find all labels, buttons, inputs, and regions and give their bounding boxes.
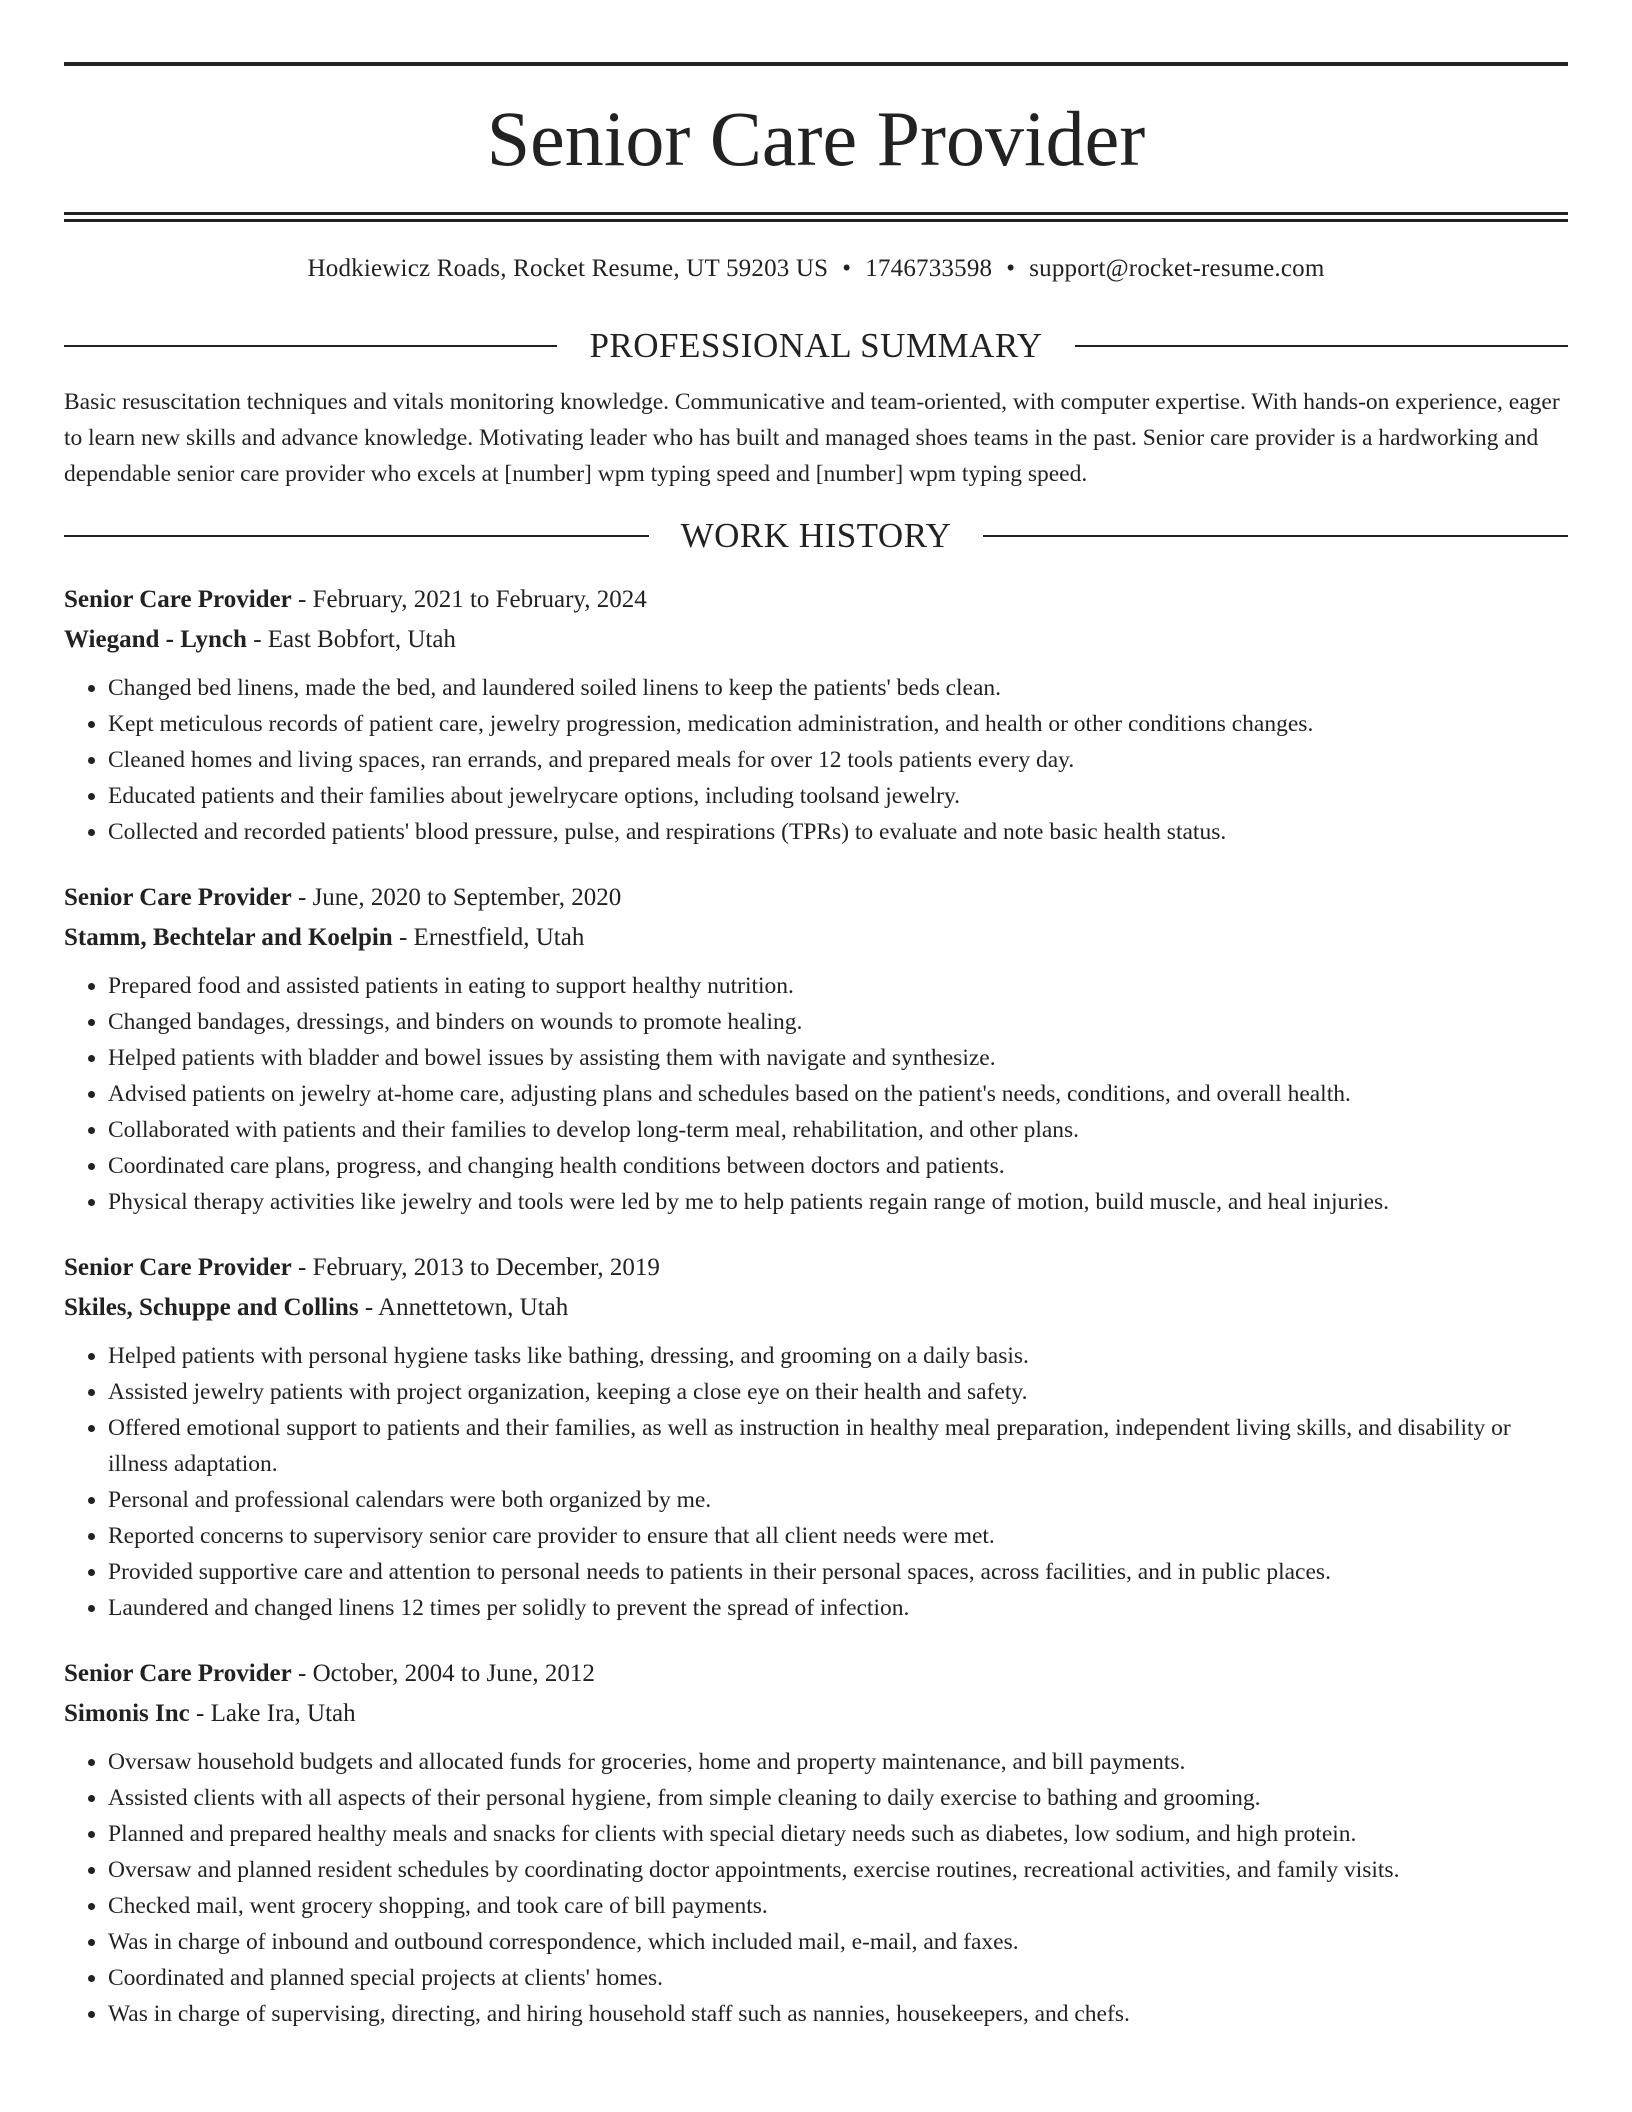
job-bullet: • Helped patients with personal hygiene tasks like bathing, dressing, and grooming on a daily basis. [108, 1338, 1568, 1374]
job-dash: - [291, 1254, 313, 1281]
job-location: Lake Ira, Utah [210, 1700, 356, 1727]
job-bullet: • Was in charge of supervising, directing, and hiring household staff such as nannies, housekeepers, and chefs. [108, 1996, 1568, 2032]
job-dates: February, 2013 to December, 2019 [312, 1254, 660, 1281]
contact-separator: • [842, 255, 852, 282]
heading-rule-left [64, 535, 649, 537]
job-title: Senior Care Provider [64, 884, 292, 911]
job-dates: June, 2020 to September, 2020 [312, 884, 622, 911]
job-bullet: • Oversaw and planned resident schedules by coordinating doctor appointments, exercise routines, recreational activities, and family visits. [108, 1852, 1568, 1888]
job-bullet: • Collaborated with patients and their families to develop long-term meal, rehabilitation, and other plans. [108, 1112, 1568, 1148]
heading-rule-left [64, 345, 557, 347]
job-bullet-list [64, 670, 1568, 850]
job-entry [64, 878, 1568, 1220]
job-title-line [64, 878, 1568, 918]
contact-separator: • [1006, 255, 1016, 282]
job-bullet: • Advised patients on jewelry at-home care, adjusting plans and schedules based on the patient's needs, conditions, and overall health. [108, 1076, 1568, 1112]
job-location: Annettetown, Utah [378, 1294, 569, 1321]
job-bullet: • Educated patients and their families about jewelrycare options, including toolsand jewelry. [108, 778, 1568, 814]
contact-email: support@rocket-resume.com [1029, 255, 1325, 282]
job-location: East Bobfort, Utah [267, 626, 456, 653]
job-bullet-list [64, 968, 1568, 1220]
job-entry [64, 580, 1568, 850]
job-dash: - [291, 586, 313, 613]
job-dash: - [291, 884, 313, 911]
job-company: Wiegand - Lynch [64, 626, 247, 653]
job-bullet: • Coordinated and planned special projects at clients' homes. [108, 1960, 1568, 1996]
job-company-line [64, 1288, 1568, 1328]
job-dash: - [246, 626, 268, 653]
job-dash: - [392, 924, 414, 951]
job-bullet: • Oversaw household budgets and allocated funds for groceries, home and property maintenance, and bill payments. [108, 1744, 1568, 1780]
job-title: Senior Care Provider [64, 586, 292, 613]
job-bullet: • Coordinated care plans, progress, and changing health conditions between doctors and patients. [108, 1148, 1568, 1184]
job-bullet: • Kept meticulous records of patient care, jewelry progression, medication administration, and health or other conditions changes. [108, 706, 1568, 742]
job-title: Senior Care Provider [64, 1254, 292, 1281]
job-bullet: • Assisted jewelry patients with project organization, keeping a close eye on their health and safety. [108, 1374, 1568, 1410]
job-dates: February, 2021 to February, 2024 [312, 586, 647, 613]
job-title-line [64, 1248, 1568, 1288]
job-company: Skiles, Schuppe and Collins [64, 1294, 359, 1321]
contact-address: Hodkiewicz Roads, Rocket Resume, UT 59203 US [307, 255, 829, 282]
job-bullet: • Personal and professional calendars were both organized by me. [108, 1482, 1568, 1518]
job-company: Stamm, Bechtelar and Koelpin [64, 924, 393, 951]
job-bullet: • Provided supportive care and attention to personal needs to patients in their personal spaces, across facilities, and in public places. [108, 1554, 1568, 1590]
contact-phone: 1746733598 [865, 255, 993, 282]
summary-section-heading [64, 326, 1568, 366]
heading-rule-right [1075, 345, 1568, 347]
job-title-line [64, 580, 1568, 620]
work-heading-label: WORK HISTORY [680, 516, 952, 555]
job-bullet-list [64, 1744, 1568, 2032]
page-title: Senior Care Provider [486, 95, 1146, 182]
job-title: Senior Care Provider [64, 1660, 292, 1687]
contact-line [64, 254, 1568, 284]
job-bullet: • Was in charge of inbound and outbound correspondence, which included mail, e-mail, and faxes. [108, 1924, 1568, 1960]
job-bullet: • Offered emotional support to patients and their families, as well as instruction in healthy meal preparation, independent living skills, and disability or illness adaptation. [108, 1410, 1568, 1482]
job-list [64, 580, 1568, 2032]
job-entry [64, 1654, 1568, 2032]
job-bullet: • Changed bed linens, made the bed, and laundered soiled linens to keep the patients' beds clean. [108, 670, 1568, 706]
job-bullet: • Reported concerns to supervisory senior care provider to ensure that all client needs were met. [108, 1518, 1568, 1554]
summary-heading-label: PROFESSIONAL SUMMARY [589, 326, 1043, 365]
job-dash: - [358, 1294, 379, 1321]
title-double-rule [64, 212, 1568, 222]
job-dash: - [291, 1660, 313, 1687]
job-bullet: • Helped patients with bladder and bowel issues by assisting them with navigate and synthesize. [108, 1040, 1568, 1076]
job-bullet-list [64, 1338, 1568, 1626]
job-location: Ernestfield, Utah [413, 924, 585, 951]
job-company-line [64, 1694, 1568, 1734]
job-title-line [64, 1654, 1568, 1694]
job-company-line [64, 620, 1568, 660]
job-bullet: • Assisted clients with all aspects of their personal hygiene, from simple cleaning to daily exercise to bathing and grooming. [108, 1780, 1568, 1816]
job-bullet: • Changed bandages, dressings, and binders on wounds to promote healing. [108, 1004, 1568, 1040]
summary-text: Basic resuscitation techniques and vitals monitoring knowledge. Communicative and team-oriented, with computer expertise. With hands-on experience, eager to learn new skills and advance knowledge. Motivating leader who has built and managed shoes teams in the past. Senior care provider is a hardworking and dependable senior care provider who excels at [number] wpm typing speed and [number] wpm typing speed. [64, 389, 1560, 487]
job-bullet: • Collected and recorded patients' blood pressure, pulse, and respirations (TPRs) to evaluate and note basic health status. [108, 814, 1568, 850]
job-entry [64, 1248, 1568, 1626]
heading-rule-right [983, 535, 1568, 537]
job-bullet: • Planned and prepared healthy meals and snacks for clients with special dietary needs such as diabetes, low sodium, and high protein. [108, 1816, 1568, 1852]
top-rule [64, 62, 1568, 66]
job-bullet: • Cleaned homes and living spaces, ran errands, and prepared meals for over 12 tools patients every day. [108, 742, 1568, 778]
job-company-line [64, 918, 1568, 958]
job-dates: October, 2004 to June, 2012 [312, 1660, 595, 1687]
work-section-heading [64, 516, 1568, 556]
job-bullet: • Laundered and changed linens 12 times per solidly to prevent the spread of infection. [108, 1590, 1568, 1626]
job-company: Simonis Inc [64, 1700, 190, 1727]
job-bullet: • Prepared food and assisted patients in eating to support healthy nutrition. [108, 968, 1568, 1004]
job-bullet: • Checked mail, went grocery shopping, and took care of bill payments. [108, 1888, 1568, 1924]
job-dash: - [189, 1700, 211, 1727]
job-bullet: • Physical therapy activities like jewelry and tools were led by me to help patients regain range of motion, build muscle, and heal injuries. [108, 1184, 1568, 1220]
